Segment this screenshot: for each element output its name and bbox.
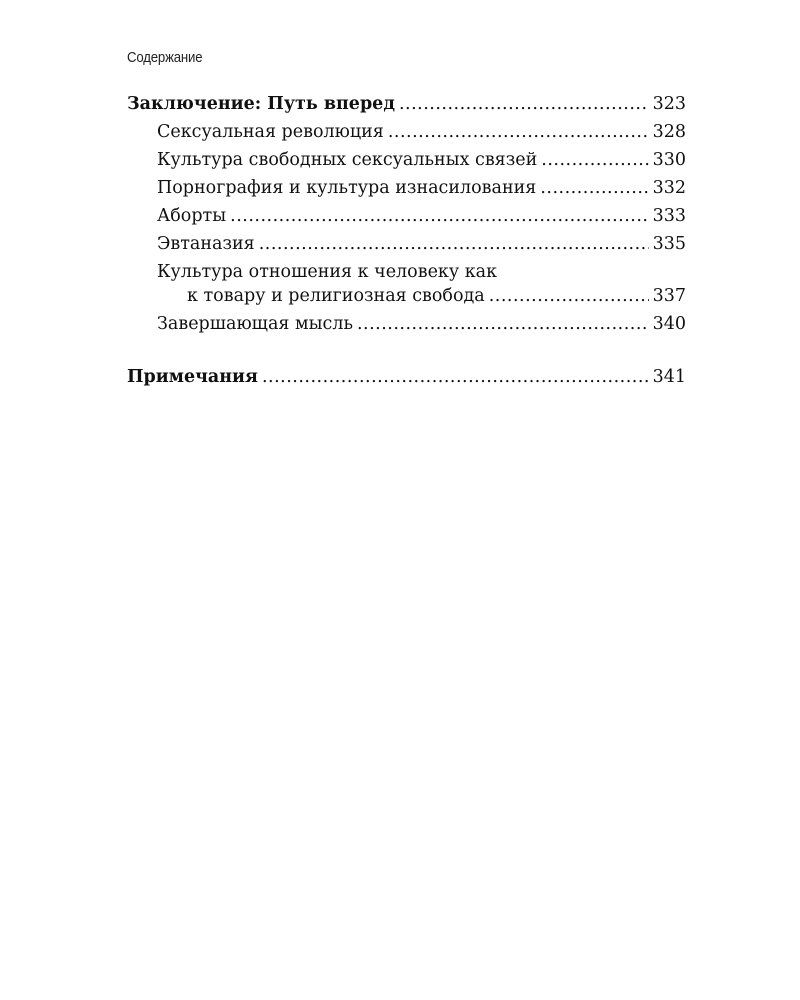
toc-entry-title: Культура свободных сексуальных связей (157, 150, 538, 170)
toc-entry-page: 323 (652, 94, 686, 114)
dot-leader (489, 282, 649, 310)
toc-entry-page: 340 (652, 314, 686, 334)
toc-entry-title-line1: Культура отношения к человеку как (157, 262, 498, 282)
toc-entry-title-line2: к товару и религиозная свобода (187, 286, 485, 306)
toc-section-commodification[interactable] (127, 258, 686, 310)
toc-section-final-thought[interactable] (127, 310, 686, 338)
toc-entry-title: Порнография и культура изнасилования (157, 178, 537, 198)
dot-leader (262, 363, 649, 391)
dot-leader (540, 174, 648, 202)
table-of-contents (127, 90, 686, 391)
toc-entry-page: 328 (652, 122, 686, 142)
toc-entry-title: Аборты (157, 206, 227, 226)
dot-leader (259, 230, 649, 258)
toc-entry-page: 332 (652, 178, 686, 198)
toc-entry-title: Завершающая мысль (157, 314, 353, 334)
dot-leader (388, 118, 649, 146)
toc-entry-page: 337 (652, 286, 686, 306)
toc-section-pornography[interactable] (127, 174, 686, 202)
dot-leader (399, 90, 649, 118)
toc-entry-page: 335 (652, 234, 686, 254)
toc-chapter-notes[interactable] (127, 363, 686, 391)
toc-entry-title: Сексуальная революция (157, 122, 384, 142)
toc-section-abortion[interactable] (127, 202, 686, 230)
toc-entry-page: 333 (652, 206, 686, 226)
toc-chapter-conclusion[interactable] (127, 90, 686, 118)
toc-entry-title: Эвтаназия (157, 234, 255, 254)
dot-leader (357, 310, 649, 338)
section-gap (127, 338, 686, 363)
toc-section-hookup-culture[interactable] (127, 146, 686, 174)
dot-leader (230, 202, 648, 230)
toc-entry-title: Примечания (127, 367, 258, 387)
toc-section-euthanasia[interactable] (127, 230, 686, 258)
toc-section-sexual-revolution[interactable] (127, 118, 686, 146)
dot-leader (541, 146, 648, 174)
running-head: Содержание (127, 49, 203, 66)
toc-entry-title: Заключение: Путь вперед (127, 94, 395, 114)
toc-entry-page: 341 (652, 367, 686, 387)
toc-entry-page: 330 (652, 150, 686, 170)
